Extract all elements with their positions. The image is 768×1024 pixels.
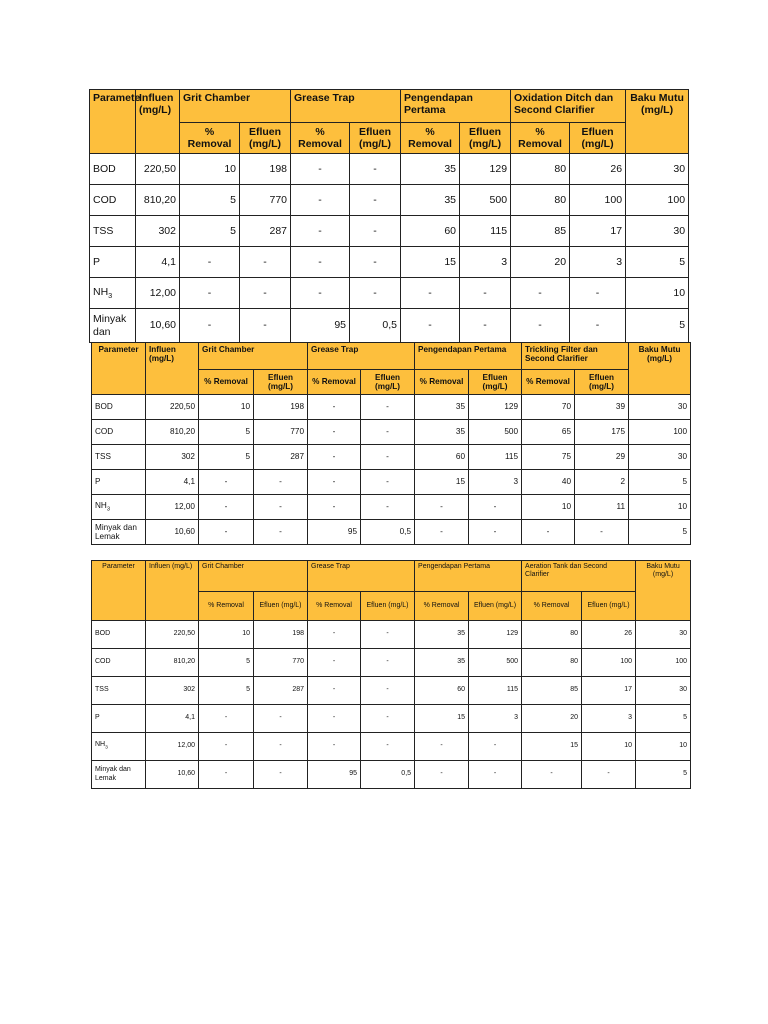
effluent-value: 100 [582, 649, 636, 677]
baku-mutu-value: 100 [626, 185, 689, 216]
parameter-subscript: 3 [106, 506, 111, 513]
effluent-value: - [350, 278, 401, 309]
baku-mutu-value: 10 [626, 278, 689, 309]
effluent-value: 0,5 [361, 520, 415, 545]
effluent-value: 129 [460, 154, 511, 185]
parameter-name [90, 216, 136, 247]
effluent-value: 770 [254, 420, 308, 445]
header-parameter: Paramete [90, 90, 136, 154]
baku-mutu-value: 30 [629, 395, 691, 420]
header-removal: % Removal [522, 370, 575, 395]
removal-value: 75 [522, 445, 575, 470]
parameter-label: P [95, 714, 100, 722]
baku-mutu-value: 5 [629, 470, 691, 495]
effluent-value: 287 [254, 445, 308, 470]
parameter-label: NH [95, 741, 106, 749]
influent-value: 302 [146, 677, 199, 705]
effluent-value: 26 [582, 621, 636, 649]
parameter-name [92, 445, 146, 470]
parameter-name [92, 621, 146, 649]
baku-mutu-value: 30 [636, 677, 691, 705]
parameter-label: Minyak dan [93, 313, 127, 338]
removal-value: - [401, 278, 460, 309]
influent-value: 810,20 [136, 185, 180, 216]
removal-value: - [308, 495, 361, 520]
header-unit-4: Trickling Filter dan Second Clarifier [522, 343, 629, 370]
parameter-name [92, 495, 146, 520]
parameter-name [92, 649, 146, 677]
removal-value: - [308, 621, 361, 649]
removal-value: 35 [415, 649, 469, 677]
parameter-name [90, 247, 136, 278]
baku-mutu-value: 5 [626, 309, 689, 343]
removal-value: 95 [308, 520, 361, 545]
parameter-label: BOD [93, 162, 116, 175]
effluent-value: - [350, 247, 401, 278]
effluent-value: 26 [570, 154, 626, 185]
effluent-value: 175 [575, 420, 629, 445]
effluent-value: 500 [469, 420, 522, 445]
header-removal: % Removal [415, 370, 469, 395]
removal-value: 10 [180, 154, 240, 185]
removal-table-aeration-tank [91, 560, 691, 789]
baku-mutu-value: 30 [636, 621, 691, 649]
effluent-value: 198 [240, 154, 291, 185]
influent-value: 4,1 [146, 705, 199, 733]
removal-value: 5 [199, 649, 254, 677]
effluent-value: 3 [460, 247, 511, 278]
effluent-value: 100 [570, 185, 626, 216]
influent-value: 10,60 [146, 520, 199, 545]
removal-value: 20 [511, 247, 570, 278]
influent-value: 220,50 [146, 621, 199, 649]
parameter-label: Minyak dan Lemak [95, 766, 131, 782]
removal-value: - [308, 420, 361, 445]
removal-value: 60 [415, 677, 469, 705]
header-unit-2: Grease Trap [291, 90, 401, 123]
header-effluent: Efluen (mg/L) [460, 123, 511, 154]
influent-value: 12,00 [146, 733, 199, 761]
removal-value: - [415, 520, 469, 545]
effluent-value: - [460, 309, 511, 343]
effluent-value: - [240, 247, 291, 278]
removal-value: - [291, 216, 350, 247]
removal-value: 60 [401, 216, 460, 247]
effluent-value: 3 [469, 705, 522, 733]
removal-value: - [291, 278, 350, 309]
table-row [92, 649, 691, 677]
influent-value: 220,50 [146, 395, 199, 420]
header-baku-mutu: Baku Mutu (mg/L) [626, 90, 689, 154]
effluent-value: 500 [460, 185, 511, 216]
parameter-label: COD [95, 427, 114, 437]
effluent-value: - [469, 520, 522, 545]
baku-mutu-value: 30 [629, 445, 691, 470]
influent-value: 810,20 [146, 420, 199, 445]
header-removal: % Removal [308, 370, 361, 395]
effluent-value: 115 [469, 677, 522, 705]
removal-value: - [199, 495, 254, 520]
removal-value: 5 [199, 420, 254, 445]
header-unit-1: Grit Chamber [199, 343, 308, 370]
effluent-value: 115 [460, 216, 511, 247]
header-effluent: Efluen (mg/L) [240, 123, 291, 154]
header-removal: % Removal [199, 592, 254, 621]
baku-mutu-value: 100 [629, 420, 691, 445]
removal-value: 85 [511, 216, 570, 247]
removal-value: - [199, 761, 254, 789]
table-row [92, 733, 691, 761]
parameter-name [92, 470, 146, 495]
removal-value: - [180, 309, 240, 343]
removal-value: 95 [291, 309, 350, 343]
removal-value: 15 [401, 247, 460, 278]
parameter-label: COD [93, 193, 117, 206]
effluent-value: 770 [240, 185, 291, 216]
table-row [92, 445, 691, 470]
effluent-value: - [350, 185, 401, 216]
effluent-value: - [350, 216, 401, 247]
removal-value: - [511, 309, 570, 343]
parameter-label: BOD [95, 402, 113, 412]
header-unit-4: Aeration Tank dan Second Clarifier [522, 561, 636, 592]
table-row [90, 216, 689, 247]
removal-value: 60 [415, 445, 469, 470]
removal-value: - [401, 309, 460, 343]
header-unit-3: Pengendapan Pertama [415, 561, 522, 592]
table-row [90, 278, 689, 309]
influent-value: 302 [146, 445, 199, 470]
effluent-value: 287 [240, 216, 291, 247]
removal-value: - [199, 733, 254, 761]
header-removal: % Removal [401, 123, 460, 154]
parameter-label: NH [93, 285, 109, 298]
removal-value: 10 [522, 495, 575, 520]
effluent-value: - [361, 677, 415, 705]
header-removal: % Removal [308, 592, 361, 621]
header-unit-4: Oxidation Ditch dan Second Clarifier [511, 90, 626, 123]
removal-value: - [308, 445, 361, 470]
parameter-subscript: 3 [105, 745, 108, 751]
effluent-value: 287 [254, 677, 308, 705]
header-removal: % Removal [522, 592, 582, 621]
effluent-value: 198 [254, 395, 308, 420]
table-row [92, 470, 691, 495]
effluent-value: - [254, 705, 308, 733]
effluent-value: - [361, 420, 415, 445]
table-row [92, 395, 691, 420]
parameter-subscript: 3 [108, 290, 113, 300]
parameter-name [92, 705, 146, 733]
removal-value: - [308, 733, 361, 761]
effluent-value: 17 [570, 216, 626, 247]
removal-table-trickling-filter [91, 342, 691, 545]
header-parameter: Parameter [92, 343, 146, 395]
removal-value: 40 [522, 470, 575, 495]
header-effluent: Efluen (mg/L) [361, 592, 415, 621]
header-effluent: Efluen (mg/L) [469, 592, 522, 621]
table-row [92, 677, 691, 705]
removal-value: 80 [522, 621, 582, 649]
removal-value: 35 [415, 395, 469, 420]
removal-value: - [199, 470, 254, 495]
effluent-value: 770 [254, 649, 308, 677]
parameter-name [92, 420, 146, 445]
header-removal: % Removal [180, 123, 240, 154]
removal-value: 5 [199, 677, 254, 705]
effluent-value: - [469, 495, 522, 520]
parameter-name [92, 761, 146, 789]
table-row [92, 495, 691, 520]
parameter-label: TSS [95, 452, 111, 462]
parameter-name [90, 154, 136, 185]
removal-value: 80 [511, 185, 570, 216]
effluent-value: 2 [575, 470, 629, 495]
effluent-value: - [254, 733, 308, 761]
removal-value: - [308, 705, 361, 733]
effluent-value: 3 [582, 705, 636, 733]
effluent-value: - [460, 278, 511, 309]
effluent-value: - [361, 705, 415, 733]
removal-value: 70 [522, 395, 575, 420]
effluent-value: 29 [575, 445, 629, 470]
baku-mutu-value: 5 [636, 705, 691, 733]
influent-value: 302 [136, 216, 180, 247]
effluent-value: 0,5 [361, 761, 415, 789]
removal-value: 80 [522, 649, 582, 677]
header-baku-mutu: Baku Mutu (mg/L) [629, 343, 691, 395]
baku-mutu-value: 5 [626, 247, 689, 278]
effluent-value: - [361, 621, 415, 649]
effluent-value: - [361, 470, 415, 495]
header-removal: % Removal [199, 370, 254, 395]
header-unit-3: Pengendapan Pertama [401, 90, 511, 123]
effluent-value: - [469, 761, 522, 789]
removal-value: 85 [522, 677, 582, 705]
header-influent: Influen (mg/L) [146, 561, 199, 621]
parameter-name [90, 185, 136, 216]
parameter-label: Minyak dan Lemak [95, 522, 137, 541]
baku-mutu-value: 30 [626, 154, 689, 185]
removal-value: - [308, 649, 361, 677]
baku-mutu-value: 5 [636, 761, 691, 789]
effluent-value: - [582, 761, 636, 789]
parameter-label: NH [95, 500, 107, 510]
effluent-value: 129 [469, 621, 522, 649]
influent-value: 12,00 [136, 278, 180, 309]
removal-value: - [522, 520, 575, 545]
removal-value: 80 [511, 154, 570, 185]
table-row [90, 185, 689, 216]
removal-value: - [308, 677, 361, 705]
header-effluent: Efluen (mg/L) [570, 123, 626, 154]
baku-mutu-value: 30 [626, 216, 689, 247]
removal-value: - [415, 733, 469, 761]
removal-value: 35 [401, 185, 460, 216]
removal-value: - [180, 247, 240, 278]
removal-value: 10 [199, 395, 254, 420]
influent-value: 4,1 [146, 470, 199, 495]
removal-value: 15 [415, 705, 469, 733]
removal-value: 5 [180, 185, 240, 216]
effluent-value: 11 [575, 495, 629, 520]
parameter-name [90, 278, 136, 309]
effluent-value: - [350, 154, 401, 185]
parameter-label: BOD [95, 630, 111, 638]
header-effluent: Efluen (mg/L) [469, 370, 522, 395]
effluent-value: - [361, 495, 415, 520]
header-effluent: Efluen (mg/L) [361, 370, 415, 395]
removal-value: 15 [415, 470, 469, 495]
table-row [92, 761, 691, 789]
header-unit-2: Grease Trap [308, 343, 415, 370]
table-row [90, 154, 689, 185]
effluent-value: 129 [469, 395, 522, 420]
removal-value: - [291, 247, 350, 278]
parameter-label: COD [95, 658, 111, 666]
removal-value: - [291, 154, 350, 185]
removal-value: 5 [180, 216, 240, 247]
influent-value: 4,1 [136, 247, 180, 278]
effluent-value: 0,5 [350, 309, 401, 343]
header-unit-2: Grease Trap [308, 561, 415, 592]
removal-value: - [415, 761, 469, 789]
effluent-value: - [361, 445, 415, 470]
removal-value: 20 [522, 705, 582, 733]
removal-value: - [522, 761, 582, 789]
effluent-value: 3 [469, 470, 522, 495]
table-row [90, 309, 689, 343]
effluent-value: 10 [582, 733, 636, 761]
parameter-label: TSS [93, 224, 114, 237]
effluent-value: - [361, 733, 415, 761]
parameter-name [92, 395, 146, 420]
effluent-value: - [361, 649, 415, 677]
header-influent: Influen (mg/L) [136, 90, 180, 154]
parameter-name [92, 677, 146, 705]
effluent-value: - [254, 470, 308, 495]
baku-mutu-value: 10 [636, 733, 691, 761]
table-row [92, 420, 691, 445]
removal-value: 35 [401, 154, 460, 185]
header-removal: % Removal [415, 592, 469, 621]
removal-value: - [199, 520, 254, 545]
removal-value: 35 [415, 621, 469, 649]
table-row [92, 705, 691, 733]
removal-value: - [291, 185, 350, 216]
header-parameter: Parameter [92, 561, 146, 621]
header-unit-1: Grit Chamber [180, 90, 291, 123]
influent-value: 810,20 [146, 649, 199, 677]
effluent-value: - [575, 520, 629, 545]
removal-value: - [511, 278, 570, 309]
effluent-value: 17 [582, 677, 636, 705]
effluent-value: - [361, 395, 415, 420]
header-removal: % Removal [291, 123, 350, 154]
effluent-value: 198 [254, 621, 308, 649]
effluent-value: 3 [570, 247, 626, 278]
effluent-value: - [240, 278, 291, 309]
removal-value: - [199, 705, 254, 733]
effluent-value: - [254, 761, 308, 789]
header-unit-1: Grit Chamber [199, 561, 308, 592]
parameter-name [92, 733, 146, 761]
parameter-label: P [95, 477, 101, 487]
parameter-label: P [93, 255, 101, 268]
effluent-value: - [254, 495, 308, 520]
removal-value: 35 [415, 420, 469, 445]
removal-table-oxidation-ditch [89, 89, 689, 343]
removal-value: - [308, 470, 361, 495]
effluent-value: 500 [469, 649, 522, 677]
effluent-value: - [570, 309, 626, 343]
table-row [92, 621, 691, 649]
header-effluent: Efluen (mg/L) [350, 123, 401, 154]
parameter-name [92, 520, 146, 545]
removal-value: 5 [199, 445, 254, 470]
effluent-value: 39 [575, 395, 629, 420]
influent-value: 10,60 [136, 309, 180, 343]
removal-value: - [308, 395, 361, 420]
parameter-name [90, 309, 136, 343]
parameter-label: TSS [95, 686, 109, 694]
table-row [92, 520, 691, 545]
effluent-value: - [240, 309, 291, 343]
header-effluent: Efluen (mg/L) [254, 370, 308, 395]
removal-value: - [180, 278, 240, 309]
effluent-value: - [469, 733, 522, 761]
header-unit-3: Pengendapan Pertama [415, 343, 522, 370]
removal-value: 10 [199, 621, 254, 649]
influent-value: 10,60 [146, 761, 199, 789]
influent-value: 220,50 [136, 154, 180, 185]
header-effluent: Efluen (mg/L) [575, 370, 629, 395]
removal-value: 95 [308, 761, 361, 789]
header-influent: Influen (mg/L) [146, 343, 199, 395]
effluent-value: - [254, 520, 308, 545]
influent-value: 12,00 [146, 495, 199, 520]
header-effluent: Efluen (mg/L) [254, 592, 308, 621]
effluent-value: 115 [469, 445, 522, 470]
table-row [90, 247, 689, 278]
header-effluent: Efluen (mg/L) [582, 592, 636, 621]
baku-mutu-value: 10 [629, 495, 691, 520]
removal-value: 15 [522, 733, 582, 761]
header-baku-mutu: Baku Mutu (mg/L) [636, 561, 691, 621]
effluent-value: - [570, 278, 626, 309]
header-removal: % Removal [511, 123, 570, 154]
removal-value: 65 [522, 420, 575, 445]
baku-mutu-value: 5 [629, 520, 691, 545]
baku-mutu-value: 100 [636, 649, 691, 677]
removal-value: - [415, 495, 469, 520]
